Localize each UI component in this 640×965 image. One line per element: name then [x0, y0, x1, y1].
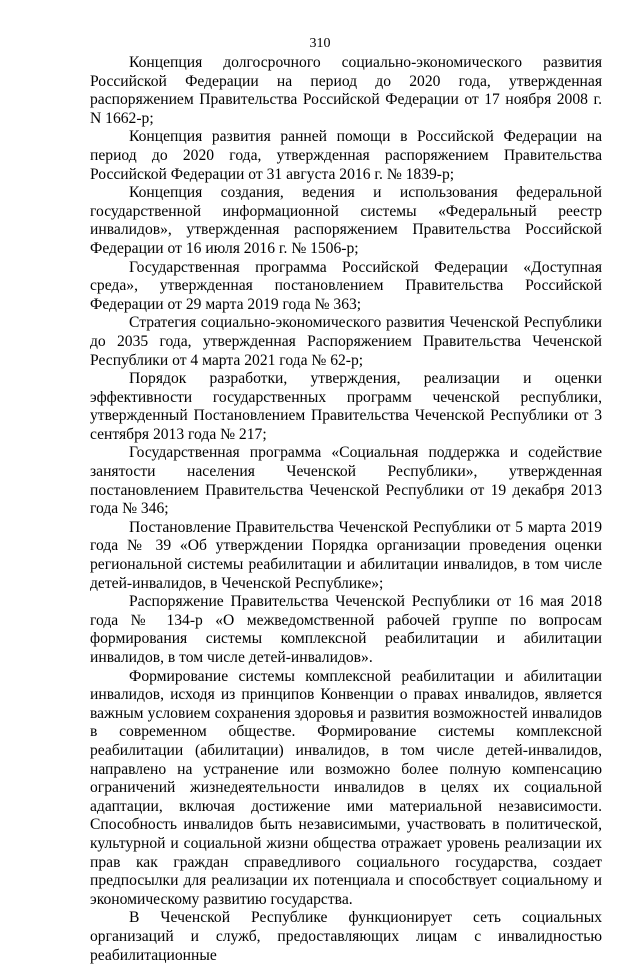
- page-number: 310: [309, 36, 331, 51]
- paragraph-rehabilitation-system: Формирование системы комплексной реабилитации и абилитации инвалидов, исходя из принципов Конвенции о правах инвалидов, является важным условием сохранения здоровья и развития возможностей инвалидов в современном обществе. Формирование системы комплексной реабилитации (абилитации) инвалидов, в том числе детей-инвалидов, направлено на устранение или возможно более полную компенсацию ограничений жизнедеятельности инвалидов в целях их социальной адаптации, включая достижение ими материальной независимости. Способность инвалидов быть независимыми, участвовать в политической, культурной и социальной жизни общества отражает уровень реализации их прав как граждан справедливого социального государства, создает предпосылки для реализации их потенциала и способствует социальному и экономическому развитию государства.: [90, 667, 602, 908]
- document-body: [90, 54, 602, 965]
- paragraph-program-procedure: Порядок разработки, утверждения, реализации и оценки эффективности государственных программ чеченской республики, утвержденный Постановлением Правительства Чеченской Республики от 3 сентября 2013 года № 217;: [90, 370, 602, 443]
- paragraph-social-support-program: Государственная программа «Социальная поддержка и содействие занятости населения Чеченской Республики», утвержденная постановлением Правительства Чеченской Республики от 19 декабря 2013 года № 346;: [90, 444, 602, 518]
- paragraph-concept-2020: Концепция долгосрочного социально-экономического развития Российской Федерации на период до 2020 года, утвержденная распоряжением Правительства Российской Федерации от 17 ноября 2008 г. N 1662-р;: [90, 54, 602, 127]
- paragraph-chechen-strategy-2035: Стратегия социально-экономического развития Чеченской Республики до 2035 года, утвержденная Распоряжением Правительства Чеченской Республики от 4 марта 2021 года № 62-р;: [90, 314, 602, 369]
- paragraph-resolution-39: Постановление Правительства Чеченской Республики от 5 марта 2019 года № 39 «Об утверждении Порядка организации проведения оценки региональной системы реабилитации и абилитации инвалидов, в том числе детей-инвалидов, в Чеченской Республике»;: [90, 518, 602, 592]
- paragraph-early-help-concept: Концепция развития ранней помощи в Российской Федерации на период до 2020 года, утвержденная распоряжением Правительства Российской Федерации от 31 августа 2016 г. № 1839-р;: [90, 128, 602, 183]
- paragraph-accessible-environment-program: Государственная программа Российской Федерации «Доступная среда», утвержденная постановлением Правительства Российской Федерации от 29 марта 2019 года № 363;: [90, 258, 602, 313]
- paragraph-disabled-registry-concept: Концепция создания, ведения и использования федеральной государственной информационной системы «Федеральный реестр инвалидов», утвержденная распоряжением Правительства Российской Федерации от 16 июля 2016 г. № 1506-р;: [90, 184, 602, 257]
- paragraph-chechen-network: В Чеченской Республике функционирует сеть социальных организаций и служб, предоставляющих лицам с инвалидностью реабилитационные: [90, 909, 602, 964]
- paragraph-order-134: Распоряжение Правительства Чеченской Республики от 16 мая 2018 года № 134-р «О межведомственной рабочей группе по вопросам формирования системы комплексной реабилитации и абилитации инвалидов, в том числе детей-инвалидов».: [90, 593, 602, 666]
